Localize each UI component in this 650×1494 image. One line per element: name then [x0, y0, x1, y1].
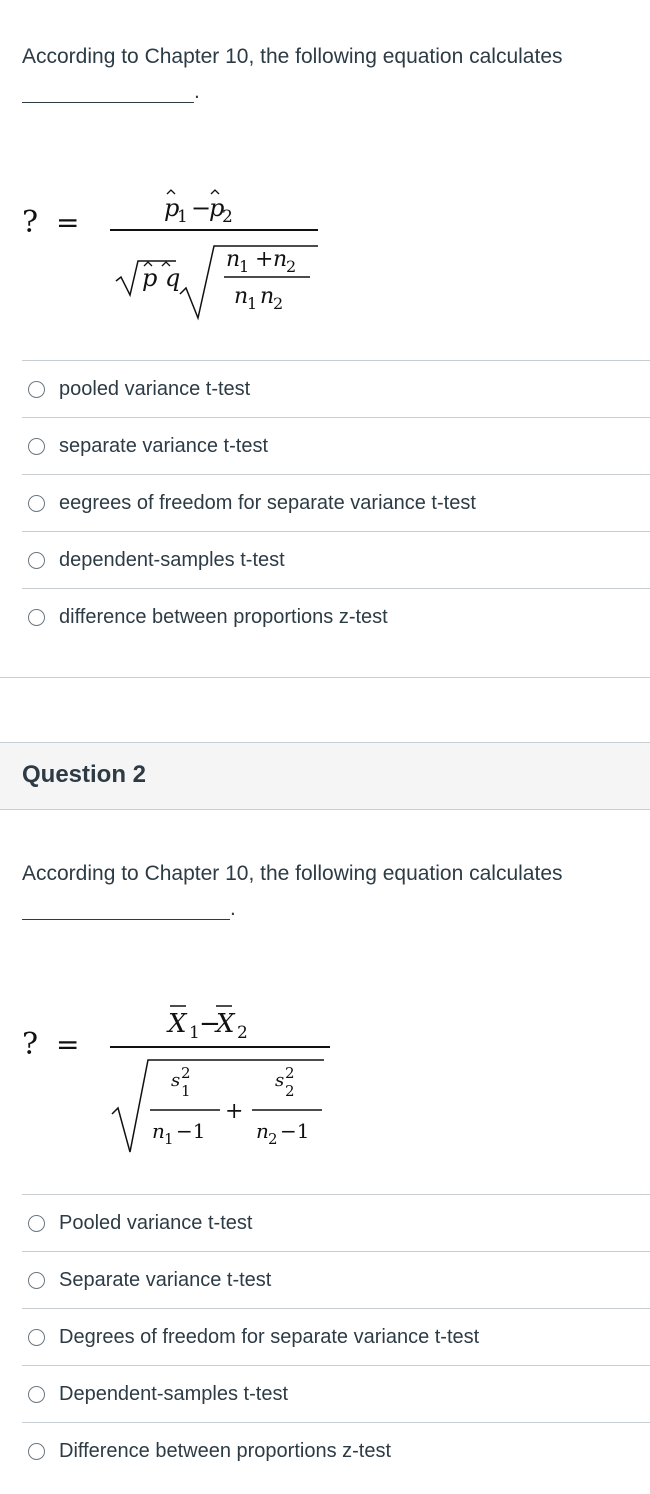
- answer-label: eegrees of freedom for separate variance t-test: [59, 491, 476, 514]
- formula-equals: =: [56, 206, 80, 239]
- svg-text:−: −: [191, 194, 212, 222]
- answer-label: pooled variance t-test: [59, 377, 251, 400]
- answer-label: difference between proportions z-test: [59, 605, 388, 628]
- svg-text:p: p: [209, 194, 225, 222]
- answer-option[interactable]: [22, 417, 650, 474]
- radio-button[interactable]: [28, 1272, 45, 1289]
- radio-button[interactable]: [28, 1329, 45, 1346]
- answer-label: Separate variance t-test: [59, 1268, 272, 1291]
- svg-text:1: 1: [181, 1082, 191, 1100]
- formula-lhs: ?: [22, 205, 39, 240]
- question-2-blank-period: .: [230, 897, 236, 920]
- svg-text:−1: −1: [280, 1119, 310, 1143]
- answer-option[interactable]: [22, 1194, 650, 1251]
- question-1-prompt: According to Chapter 10, the following equation calculates: [22, 45, 563, 68]
- answer-label: Pooled variance t-test: [59, 1211, 253, 1234]
- radio-button[interactable]: [28, 381, 45, 398]
- radio-button[interactable]: [28, 1215, 45, 1232]
- svg-text:p q: p q: [142, 264, 181, 292]
- svg-text:2: 2: [273, 294, 284, 313]
- question-2-blank: [22, 919, 230, 920]
- svg-text:1: 1: [189, 1023, 200, 1043]
- question-2-header: [0, 742, 650, 810]
- radio-button[interactable]: [28, 1386, 45, 1403]
- svg-text:n: n: [256, 1119, 269, 1143]
- svg-text:2: 2: [285, 1064, 295, 1082]
- formula-lhs: ?: [22, 1027, 39, 1062]
- radio-button[interactable]: [28, 495, 45, 512]
- answer-option[interactable]: [22, 360, 650, 417]
- svg-text:2: 2: [285, 1082, 295, 1100]
- svg-text:1: 1: [247, 294, 258, 313]
- question-2-title: Question 2: [22, 761, 147, 788]
- svg-text:2: 2: [286, 257, 297, 276]
- answer-option[interactable]: [22, 1308, 650, 1365]
- answer-option[interactable]: [22, 1251, 650, 1308]
- answer-option[interactable]: [22, 588, 650, 645]
- answer-label: separate variance t-test: [59, 434, 268, 457]
- svg-text:1: 1: [164, 1130, 174, 1148]
- svg-text:p: p: [164, 194, 180, 222]
- svg-text:s: s: [275, 1070, 285, 1091]
- answer-label: Dependent-samples t-test: [59, 1382, 289, 1405]
- question-1-blank-period: .: [194, 80, 200, 103]
- svg-text:X: X: [168, 1009, 187, 1039]
- question-2-formula: [20, 998, 350, 1158]
- answer-label: dependent-samples t-test: [59, 548, 285, 571]
- question-divider: [0, 677, 650, 678]
- question-1-formula: [20, 186, 340, 326]
- question-1-blank: [22, 102, 194, 103]
- svg-text:2: 2: [222, 207, 233, 227]
- svg-text:2: 2: [268, 1130, 278, 1148]
- answer-option[interactable]: [22, 1422, 650, 1479]
- svg-text:n: n: [234, 284, 249, 309]
- answer-label: Difference between proportions z-test: [59, 1439, 392, 1462]
- svg-text:n: n: [226, 247, 241, 272]
- answer-option[interactable]: [22, 1365, 650, 1422]
- question-1-answers: [22, 360, 650, 645]
- svg-text:2: 2: [181, 1064, 191, 1082]
- svg-text:1: 1: [177, 207, 188, 227]
- svg-text:2: 2: [237, 1023, 248, 1043]
- svg-text:1: 1: [239, 257, 250, 276]
- svg-text:s: s: [171, 1070, 181, 1091]
- question-2-prompt: According to Chapter 10, the following equation calculates: [22, 862, 563, 885]
- question-2-answers: [22, 1194, 650, 1479]
- svg-text:n: n: [152, 1119, 165, 1143]
- answer-option[interactable]: [22, 474, 650, 531]
- svg-text:X: X: [216, 1009, 235, 1039]
- svg-text:+: +: [225, 1099, 244, 1124]
- svg-text:+: +: [255, 247, 274, 272]
- radio-button[interactable]: [28, 438, 45, 455]
- answer-option[interactable]: [22, 531, 650, 588]
- answer-label: Degrees of freedom for separate variance t-test: [59, 1325, 480, 1348]
- radio-button[interactable]: [28, 1443, 45, 1460]
- svg-text:−1: −1: [176, 1119, 206, 1143]
- svg-text:n: n: [260, 284, 275, 309]
- formula-equals: =: [56, 1028, 80, 1061]
- radio-button[interactable]: [28, 552, 45, 569]
- svg-text:−: −: [199, 1009, 221, 1039]
- svg-text:n: n: [273, 247, 288, 272]
- radio-button[interactable]: [28, 609, 45, 626]
